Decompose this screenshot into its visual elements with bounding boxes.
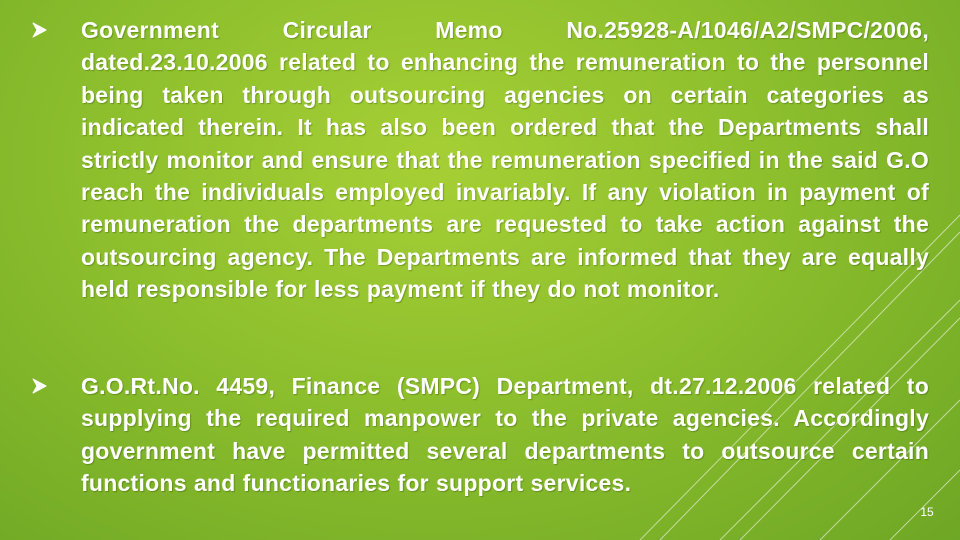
arrowhead-bullet-icon (30, 14, 50, 46)
arrowhead-bullet-icon (30, 370, 50, 402)
bullet-text: Government Circular Memo No.25928-A/1046/A2/SMPC/2006, dated.23.10.2006 related to enhancing the remuneration to the personnel being taken through outsourcing agencies on certain categories as indicated therein. It has also been ordered that the Departments shall strictly monitor and ensure that the remuneration specified in the said G.O reach the individuals employed invariably. If any violation in payment of remuneration the departments are requested to take action against the outsourcing agency. The Departments are informed that they are equally held responsible for less payment if they do not monitor. (81, 17, 929, 303)
bullet-text: G.O.Rt.No. 4459, Finance (SMPC) Department, dt.27.12.2006 related to supplying the required manpower to the private agencies. Accordingly government have permitted several departments to outsource certain functions and functionaries for support services. (81, 373, 929, 497)
page-number: 15 (920, 505, 934, 519)
